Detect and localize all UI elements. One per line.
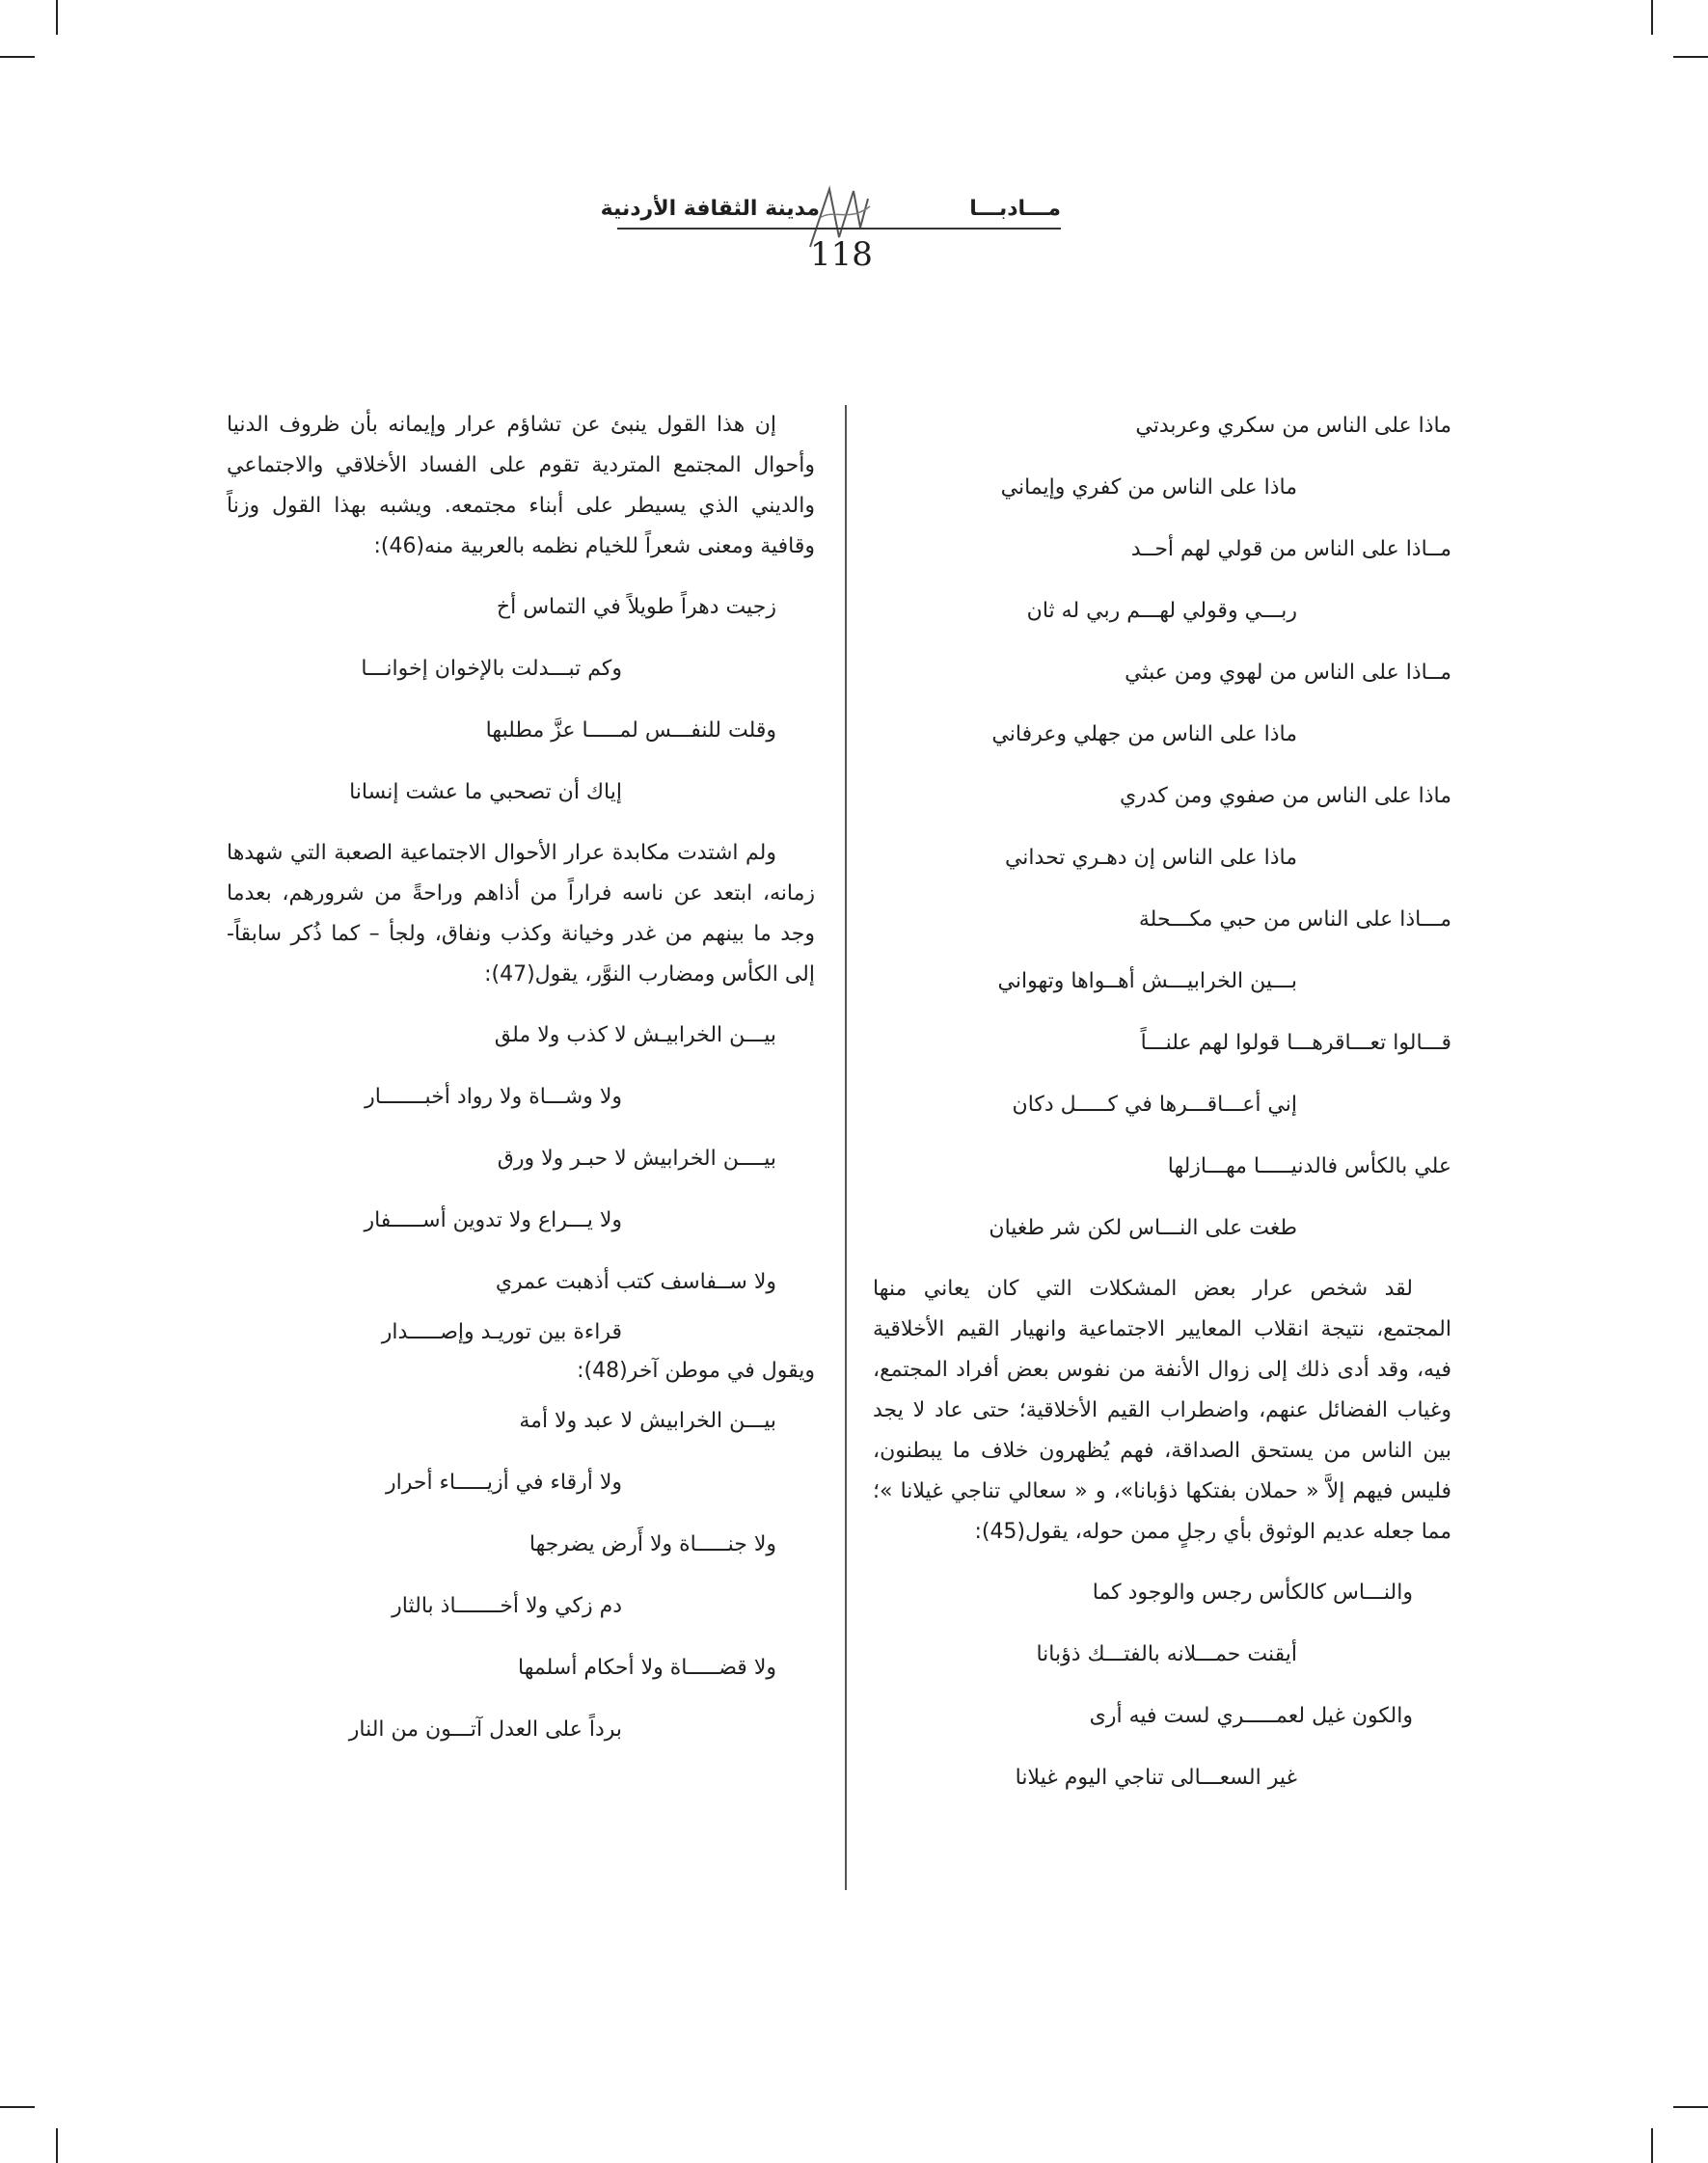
verse-line: ولا قضـــــاة ولا أحكام أسلمها <box>518 1656 776 1680</box>
verse-line: ولا جنـــــاة ولا أَرض يضرجها <box>529 1532 776 1556</box>
verse-line: ماذا على الناس من كفري وإيماني <box>1000 475 1297 500</box>
crop-mark <box>1651 2128 1653 2163</box>
verse-line: زجيت دهراً طويلاً في التماس أخ <box>496 595 776 619</box>
verse-line: ماذا على الناس من سكري وعربدتي <box>1135 414 1451 438</box>
body-paragraph: لقد شخص عرار بعض المشكلات التي كان يعاني منها المجتمع، نتيجة انقلاب المعايير الاجتماعية وانهيار القيم الأخلاقية فيه، وقد أدى ذلك إلى زوال الأنفة من نفوس بعض أفراد المجتمع، وغياب الفضائل عنهم، واضطراب القيم الأخلاقية؛ حتى عاد لا يجد بين الناس من يستحق الصداقة، فهم يُظهرون خلاف ما يبطنون، فليس فيهم إلاَّ « حملان بفتكها ذؤبانا»، و « سعالي تناجي غيلانا »؛ مما جعله عديم الوثوق بأي رجلٍ ممن حوله، يقول(45): <box>873 1277 1451 1544</box>
intro-line: ويقول في موطن آخر(48): <box>577 1359 815 1383</box>
body-paragraph: إن هذا القول ينبئ عن تشاؤم عرار وإيمانه بأن ظروف الدنيا وأحوال المجتمع المتردية تقوم على الفساد الأخلاقي والاجتماعي والديني الذي يسيطر على أبناء مجتمعه. ويشبه بهذا القول وزناً وقافية ومعنى شعراً للخيام نظمه بالعربية منه(46): <box>227 413 815 558</box>
verse-line: بيـــن الخرابيـش لا كذب ولا ملق <box>494 1023 776 1047</box>
verse-line: إني أعـــاقـــرها في كـــــل دكان <box>1012 1093 1297 1117</box>
verse-line: والكون غيل لعمـــــري لست فيه أرى <box>1089 1704 1413 1728</box>
verse-line: ولا أرقاء في أزيـــــاء أحرار <box>385 1471 622 1495</box>
crop-mark <box>56 2128 58 2163</box>
verse-line: بـــين الخرابيـــش أهــواها وتهواني <box>997 969 1297 993</box>
verse-line: ربـــي وقولي لهـــم ربي له ثان <box>1026 599 1297 623</box>
verse-line: ولا يـــراع ولا تدوين أســـــفار <box>364 1208 622 1232</box>
body-paragraph: ولم اشتدت مكابدة عرار الأحوال الاجتماعية الصعبة التي شهدها زمانه، ابتعد عن ناسه فراراً من أذاهم وراحةً من شرورهم، بعدما وجد ما بينهم من غدر وخيانة وكذب ونفاق، ولجأ – كما ذُكر سابقاً- إلى الكأس ومضارب النوَّر، يقول(47): <box>227 841 815 987</box>
verse-line: وقلت للنفـــس لمـــــا عزَّ مطلبها <box>485 718 776 743</box>
crop-mark <box>1673 56 1708 58</box>
verse-line: وكم تبـــدلت بالإخوان إخوانـــا <box>361 657 622 681</box>
page-number: 118 <box>810 235 873 274</box>
verse-line: إياك أن تصحبي ما عشت إنسانا <box>349 780 622 804</box>
verse-line: بيــــن الخرابيش لا حبـر ولا ورق <box>497 1147 776 1171</box>
verse-line: قـــالوا تعـــاقرهـــا قولوا لهم علنـــاً <box>1140 1031 1451 1055</box>
verse-line: ماذا على الناس من جهلي وعرفاني <box>991 722 1297 746</box>
verse-line: ماذا على الناس إن دهـري تحداني <box>1004 846 1297 870</box>
verse-line: بيـــن الخرابيش لا عبد ولا أمة <box>519 1409 776 1433</box>
crop-mark <box>0 2106 35 2108</box>
verse-line: مـــاذا على الناس من حبي مكـــحلة <box>1138 907 1451 932</box>
crop-mark <box>0 56 35 58</box>
verse-line: أيقنت حمـــلانه بالفتـــك ذؤبانا <box>1036 1642 1297 1666</box>
verse-line: مــاذا على الناس من قولي لهم أحــد <box>1130 537 1451 561</box>
right-column <box>873 395 1451 1809</box>
verse-line: ولا ســفاسف كتب أذهبت عمري <box>495 1270 776 1294</box>
verse-line: ماذا على الناس من صفوي ومن كدري <box>1119 784 1451 808</box>
verse-line: ولا وشـــاة ولا رواد أخبـــــــار <box>365 1085 622 1109</box>
crop-mark <box>1651 0 1653 35</box>
verse-line: غير السعـــالى تناجي اليوم غيلانا <box>1015 1766 1297 1790</box>
verse-line: والنـــاس كالكأس رجس والوجود كما <box>1092 1581 1413 1605</box>
verse-line: علي بالكأس فالدنيـــــا مهـــازلها <box>1167 1154 1451 1178</box>
magazine-title: مـــادبـــا <box>969 197 1061 221</box>
verse-line: برداً على العدل آتـــون من النار <box>348 1717 622 1742</box>
magazine-subtitle: مدينة الثقافة الأردنية <box>600 197 820 221</box>
verse-line: مــاذا على الناس من لهوي ومن عبثي <box>1125 661 1451 685</box>
header-rule <box>617 228 1061 230</box>
crop-mark <box>1673 2106 1708 2108</box>
left-column <box>227 395 815 1761</box>
verse-line: دم زكي ولا أخـــــــاذ بالثار <box>392 1594 622 1618</box>
verse-line: طغت على النـــاس لكن شر طغيان <box>989 1216 1297 1240</box>
page-header <box>600 193 1061 289</box>
column-divider <box>845 405 847 1890</box>
crop-mark <box>56 0 58 35</box>
verse-line: قراءة بين توريـد وإصـــــدار <box>381 1320 622 1344</box>
